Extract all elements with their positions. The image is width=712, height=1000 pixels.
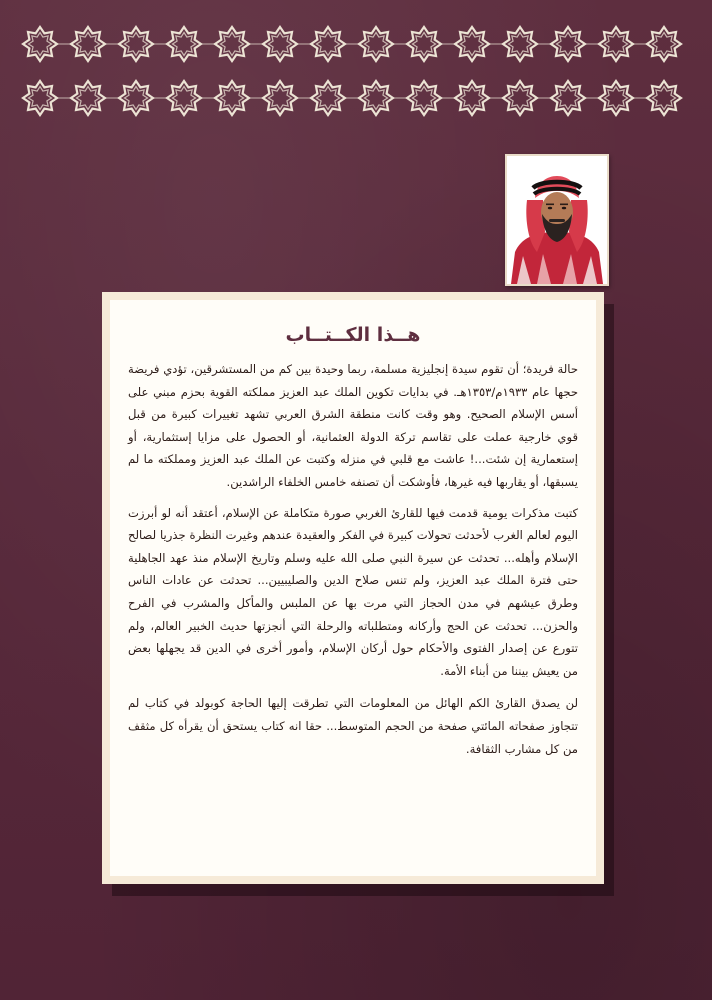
about-book-panel [102, 292, 604, 884]
star-ornament [647, 81, 681, 115]
star-ornament [23, 27, 57, 61]
author-portrait-image [507, 156, 607, 284]
star-inner-outline [77, 33, 100, 56]
star-ornament [455, 81, 489, 115]
star-inner-outline [653, 33, 676, 56]
star-ornament [167, 27, 201, 61]
star-ornament [263, 81, 297, 115]
star-inner-outline [509, 33, 532, 56]
star-ornament [23, 81, 57, 115]
star-inner-outline [221, 87, 244, 110]
star-inner-outline [221, 33, 244, 56]
star-ornament [215, 27, 249, 61]
star-ornament [503, 27, 537, 61]
star-inner-outline [269, 33, 292, 56]
star-ornament [407, 81, 441, 115]
star-ornament [167, 81, 201, 115]
about-paragraph-1: حالة فريدة؛ أن تقوم سيدة إنجليزية مسلمة، ربما وحيدة بين كم من المستشرقين، تؤدي فريضة حجها عام ١٩٣٣م/١٣٥٣هـ. في بدايات تكوين الملك عبد العزيز مملكته القوية بحزم مبني على أسس الإسلام الصحيح. وهو وقت كانت منطقة الشرق العربي تشهد تغييرات كبيرة من قبل قوي خارجية عملت على تقاسم تركة الدولة العثمانية، أو الحصول على مزايا إستثمارية، أو إستعمارية إن شئت...! عاشت مع قلبي في منزله وكتبت عن الملك عبد العزيز ومملكته ما لم يسبقها، أو يقاربها فيه غيرها، فأوشكت أن تصنفه خامس الخلفاء الراشدين. [128, 362, 578, 489]
star-inner-outline [509, 87, 532, 110]
star-ornament [407, 27, 441, 61]
about-book-content [110, 300, 596, 876]
star-inner-outline [173, 87, 196, 110]
star-ornament [359, 81, 393, 115]
star-inner-outline [653, 87, 676, 110]
star-ornament [71, 27, 105, 61]
about-book-title: هــذا الكــتــاب [285, 324, 421, 346]
star-inner-outline [173, 33, 196, 56]
star-ornament [119, 27, 153, 61]
star-inner-outline [365, 33, 388, 56]
star-ornament [503, 81, 537, 115]
star-inner-outline [317, 33, 340, 56]
star-inner-outline [461, 87, 484, 110]
star-ornament [311, 81, 345, 115]
author-portrait [505, 154, 609, 286]
star-inner-outline [125, 33, 148, 56]
about-paragraph-2: كتبت مذكرات يومية قدمت فيها للقارئ الغربي صورة متكاملة عن الإسلام، أعتقد أنه لو أبرزت اليوم لعالم الغرب لأحدثت تحولات كبيرة في الفكر والعقيدة عندهم وغيرت النظرة جذريا لصالح الإسلام وأهله... تحدثت عن سيرة النبي صلى الله عليه وسلم وتاريخ الإسلام منذ عهد الجاهلية حتى فترة الملك عبد العزيز، ولم تنس صلاح الدين والصليبيين... تحدثت عن عادات الناس وطرق عيشهم في مدن الحجاز التي مرت بها عن الملبس والمأكل والمشرب في الفرح والحزن... تحدثت عن الحج وأركانه ومتطلباته والرحلة التي أنجزتها حديث الخبير العالم، ولم تتورع عن إصدار الفتوى والأحكام حول أركان الإسلام، وأمور أخرى في الدين قد يجهلها بعض من يعيش بيننا من أبناء الأمة. [128, 505, 578, 678]
star-inner-outline [365, 87, 388, 110]
star-inner-outline [269, 87, 292, 110]
star-ornament [119, 81, 153, 115]
star-ornament [599, 27, 633, 61]
star-ornament [359, 27, 393, 61]
star-inner-outline [29, 33, 52, 56]
star-inner-outline [77, 87, 100, 110]
star-inner-outline [461, 33, 484, 56]
eight-point-star-pattern [18, 20, 694, 128]
star-ornament [263, 27, 297, 61]
star-ornament [599, 81, 633, 115]
star-ornament [215, 81, 249, 115]
about-paragraph-3: لن يصدق القارئ الكم الهائل من المعلومات التي تطرقت إليها الحاجة كوبولد في كتاب لم تتجاوز صفحاته المائتي صفحة من الحجم المتوسط... حقا انه كتاب يستحق أن يقرأه كل مثقف من كل مشارب الثقافة. [128, 696, 578, 756]
star-inner-outline [125, 87, 148, 110]
star-ornament [311, 27, 345, 61]
star-inner-outline [557, 33, 580, 56]
star-ornament [551, 81, 585, 115]
star-ornament [71, 81, 105, 115]
star-inner-outline [413, 33, 436, 56]
star-inner-outline [557, 87, 580, 110]
star-ornament [455, 27, 489, 61]
star-inner-outline [413, 87, 436, 110]
star-inner-outline [29, 87, 52, 110]
star-inner-outline [605, 87, 628, 110]
star-ornament [647, 27, 681, 61]
star-inner-outline [605, 33, 628, 56]
star-ornament [551, 27, 585, 61]
star-inner-outline [317, 87, 340, 110]
